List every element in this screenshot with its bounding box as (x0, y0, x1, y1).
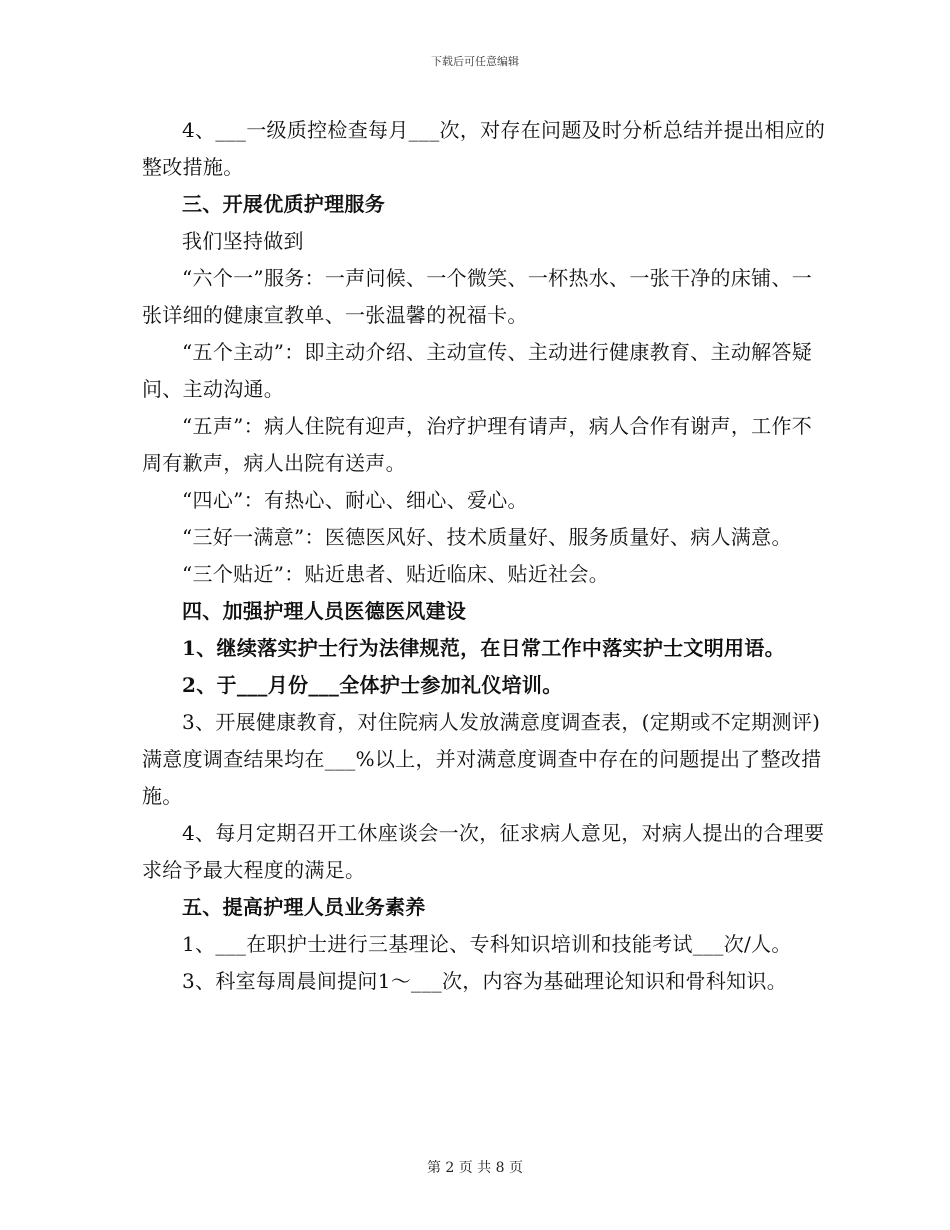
paragraph-morning-questions: 3、科室每周晨间提问1～___次，内容为基础理论知识和骨科知识。 (182, 969, 788, 993)
paragraph-quality-check: 4、___一级质控检查每月___次，对存在问题及时分析总结并提出相应的整改措施。 (142, 118, 826, 179)
paragraph-six-ones: “六个一”服务：一声问候、一个微笑、一杯热水、一张干净的床铺、一张详细的健康宣教单、一张温馨的祝福卡。 (142, 266, 813, 327)
paragraph-three-closeness: “三个贴近”：贴近患者、贴近临床、贴近社会。 (182, 562, 610, 586)
document-body (142, 112, 832, 1000)
page-footer: 第 2 页 共 8 页 (426, 1160, 524, 1176)
paragraph-three-goods: “三好一满意”：医德医风好、技术质量好、服务质量好、病人满意。 (182, 525, 792, 549)
paragraph-monthly-meeting: 4、每月定期召开工休座谈会一次，征求病人意见，对病人提出的合理要求给予最大程度的满足。 (142, 821, 825, 882)
paragraph-training-exams: 1、___在职护士进行三基理论、专科知识培训和技能考试___次/人。 (182, 932, 792, 956)
page-header: 下载后可任意编辑 (431, 55, 519, 68)
paragraph-five-voices: “五声”：病人住院有迎声，治疗护理有请声，病人合作有谢声，工作不周有歉声，病人出院有送声。 (142, 414, 813, 475)
paragraph-four-hearts: “四心”：有热心、耐心、细心、爱心。 (182, 488, 528, 512)
paragraph-health-education: 3、开展健康教育，对住院病人发放满意度调查表，(定期或不定期测评)满意度调查结果均在___%以上，并对满意度调查中存在的问题提出了整改措施。 (142, 710, 822, 808)
paragraph-etiquette-training: 2、于___月份___全体护士参加礼仪培训。 (182, 673, 563, 697)
section-heading-3: 三、开展优质护理服务 (182, 192, 385, 216)
paragraph-we-insist: 我们坚持做到 (182, 229, 304, 253)
section-heading-4: 四、加强护理人员医德医风建设 (182, 599, 467, 623)
paragraph-five-initiatives: “五个主动”：即主动介绍、主动宣传、主动进行健康教育、主动解答疑问、主动沟通。 (142, 340, 813, 401)
section-heading-5: 五、提高护理人员业务素养 (182, 895, 426, 919)
paragraph-conduct-norms: 1、继续落实护士行为法律规范，在日常工作中落实护士文明用语。 (182, 636, 785, 660)
